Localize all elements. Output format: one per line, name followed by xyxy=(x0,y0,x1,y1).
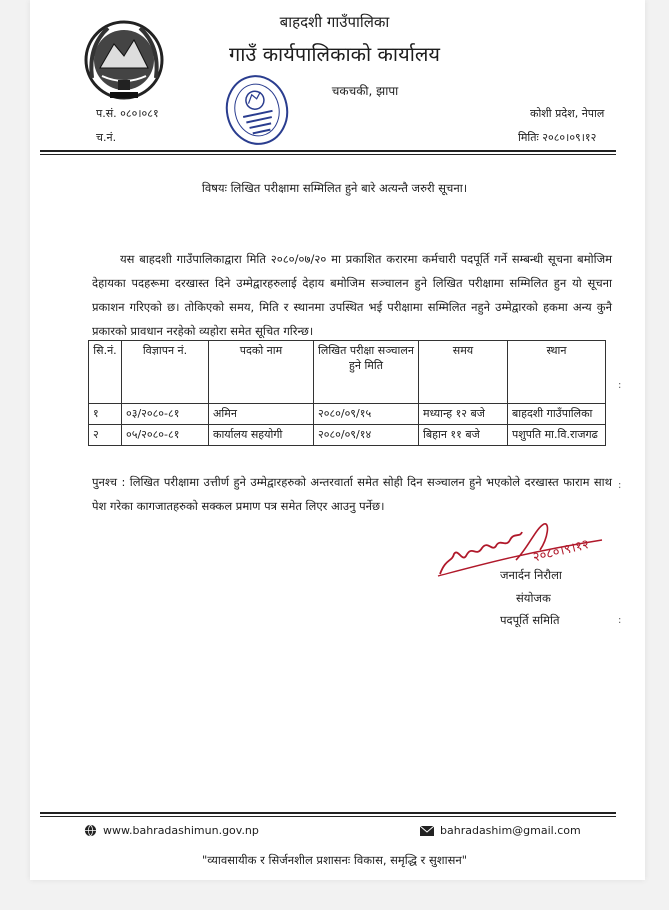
footer-website[interactable] xyxy=(84,824,259,837)
header-divider-thin xyxy=(40,154,616,155)
scan-mark: : xyxy=(618,380,622,391)
table-cell: पशुपति मा.वि.राजगढ xyxy=(508,425,606,446)
dispatch-number: च.नं. xyxy=(96,131,117,144)
signature-date: २०८०।९।१२ xyxy=(531,537,591,566)
website-link[interactable]: www.bahradashimun.gov.np xyxy=(103,824,259,837)
signatory-role: संयोजक xyxy=(516,591,551,605)
column-header: समय xyxy=(419,341,508,404)
reference-number: प.सं. ०८०।०८१ xyxy=(96,107,159,120)
footer-email[interactable] xyxy=(420,824,581,837)
table-cell: मध्यान्ह १२ बजे xyxy=(419,404,508,425)
postscript-note: पुनश्च : लिखित परीक्षामा उत्तीर्ण हुने उम्मेद्वारहरुको अन्तरवार्ता समेत सोही दिन सञ्चालन हुने भएकोले दरखास्त फाराम साथ पेश गरेका कागजातहरुको सक्कल प्रमाण पत्र समेत लिएर आउनु पर्नेछ। xyxy=(92,475,612,513)
table-cell: कार्यालय सहयोगी xyxy=(209,425,314,446)
table-cell: १ xyxy=(89,404,122,425)
column-header: पदको नाम xyxy=(209,341,314,404)
signatory-name: जनार्दन निरौला xyxy=(500,568,562,582)
table-cell: २ xyxy=(89,425,122,446)
table-row xyxy=(89,425,606,446)
table-header-row xyxy=(89,341,606,404)
table-cell: ०३/२०८०-८१ xyxy=(122,404,209,425)
scan-mark: : xyxy=(618,480,622,491)
envelope-icon xyxy=(420,826,434,836)
email-link[interactable]: bahradashim@gmail.com xyxy=(440,824,581,837)
office-location: चकचकी, झापा xyxy=(331,84,399,98)
notice-body: यस बाहदशी गाउँपालिकाद्वारा मिति २०८०/०७/२० मा प्रकाशित करारमा कर्मचारी पदपूर्ति गर्ने सम्बन्धी सूचना बमोजिम देहायका पदहरूमा दरखास्त दिने उम्मेद्वारहरुलाई देहाय बमोजिम सञ्चालन हुने लिखित परीक्षामा सम्मिलित हुन यो सूचना प्रकाशन गरिएको छ। तोकिएको समय, मिति र स्थानमा उपस्थित भई परीक्षामा सम्मिलित नहुने उम्मेद्वारको हकमा अन्य कुनै प्रकारको प्रावधान नरहेको व्यहोरा समेत सूचित गरिन्छ। xyxy=(92,252,612,338)
office-name: गाउँ कार्यपालिकाको कार्यालय xyxy=(228,42,441,66)
table-cell: ०५/२०८०-८१ xyxy=(122,425,209,446)
table-cell: २०८०/०९/१४ xyxy=(314,425,419,446)
column-header: लिखित परीक्षा सञ्चालन हुने मिति xyxy=(314,341,419,404)
signatory-committee: पदपूर्ति समिति xyxy=(500,613,560,627)
municipality-name: बाहदशी गाउँपालिका xyxy=(279,13,390,31)
column-header: स्थान xyxy=(508,341,606,404)
globe-icon xyxy=(84,824,97,837)
scan-mark: : xyxy=(618,615,622,626)
column-header: विज्ञापन नं. xyxy=(122,341,209,404)
table-cell: अमिन xyxy=(209,404,314,425)
exam-schedule-table xyxy=(88,340,606,446)
column-header: सि.नं. xyxy=(89,341,122,404)
footer-divider-thin xyxy=(40,816,616,817)
table-cell: बिहान ११ बजे xyxy=(419,425,508,446)
letter-date: मितिः २०८०।०९।१२ xyxy=(518,131,597,144)
footer-motto: "व्यावसायीक र सिर्जनशील प्रशासनः विकास, समृद्धि र सुशासन" xyxy=(201,853,468,867)
table-row xyxy=(89,404,606,425)
office-seal-stamp xyxy=(222,70,292,148)
table-cell: २०८०/०९/१५ xyxy=(314,404,419,425)
table-cell: बाहदशी गाउँपालिका xyxy=(508,404,606,425)
footer-divider xyxy=(40,812,616,814)
province-address: कोशी प्रदेश, नेपाल xyxy=(530,107,605,120)
notice-subject: विषयः लिखित परीक्षामा सम्मिलित हुने बारे अत्यन्तै जरुरी सूचना। xyxy=(201,181,468,195)
header-divider xyxy=(40,150,616,152)
